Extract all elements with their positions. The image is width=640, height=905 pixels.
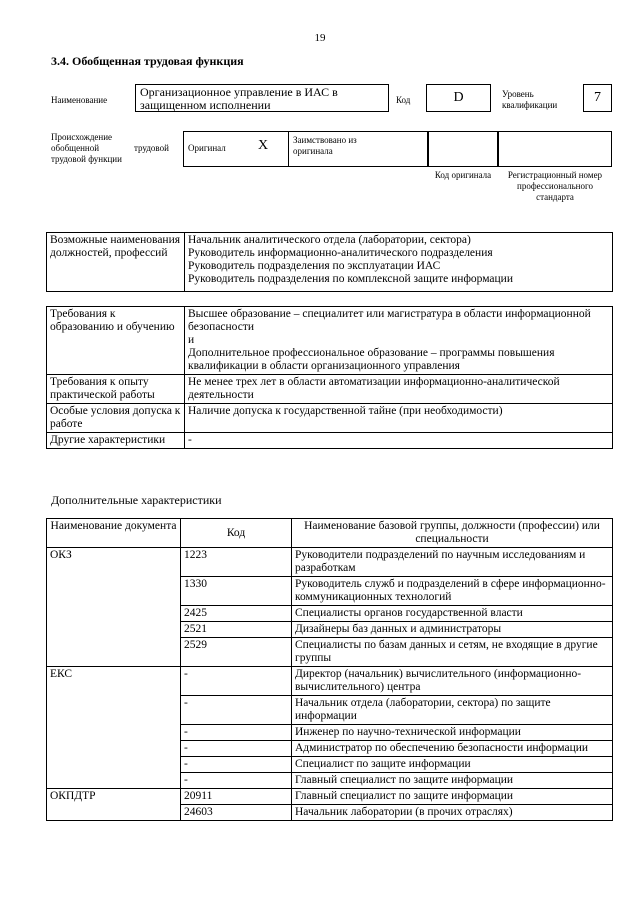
code-cell: - [181, 757, 292, 773]
code-cell: 2425 [181, 606, 292, 622]
occupation-name-cell: Начальник отдела (лаборатории, сектора) по защите информации [292, 696, 613, 725]
origin-label-trudovoy: трудовой [134, 143, 169, 153]
requirement-line: Высшее образование – специалитет или магистратура в области информационной безопасности [188, 308, 591, 333]
reg-number-box [498, 131, 612, 167]
requirement-line: и [188, 334, 195, 346]
code-cell: 2529 [181, 638, 292, 667]
requirement-row [47, 375, 613, 404]
code-cell: 1330 [181, 577, 292, 606]
requirement-row [47, 404, 613, 433]
occupation-name-cell: Специалист по защите информации [292, 757, 613, 773]
name-label: Наименование [51, 95, 108, 105]
requirement-line: Наличие допуска к государственной тайне (при необходимости) [188, 405, 503, 417]
position-line: Руководитель информационно-аналитического подразделения [188, 247, 493, 259]
requirements-table [46, 306, 613, 449]
document-name: ЕКС [47, 667, 181, 789]
original-mark: X [258, 138, 269, 153]
requirement-value [185, 307, 613, 375]
code-cell: - [181, 667, 292, 696]
table-row [47, 667, 613, 696]
position-line: Начальник аналитического отдела (лаборатории, сектора) [188, 234, 471, 246]
code-cell: - [181, 773, 292, 789]
code-cell: 20911 [181, 789, 292, 805]
requirement-line: - [188, 434, 192, 446]
occupation-name-cell: Специалисты органов государственной власти [292, 606, 613, 622]
code-cell: 2521 [181, 622, 292, 638]
requirement-label: Особые условия допуска к работе [47, 404, 185, 433]
code-cell: - [181, 741, 292, 757]
requirement-label: Требования к образованию и обучению [47, 307, 185, 375]
table-row [47, 548, 613, 577]
header-code: Код [181, 519, 292, 548]
position-line: Руководитель подразделения по комплексной защите информации [188, 273, 513, 285]
occupation-name-cell: Руководитель служб и подразделений в сфере информационно-коммуникационных технологий [292, 577, 613, 606]
occupation-name-cell: Начальник лаборатории (в прочих отраслях) [292, 805, 613, 821]
code-original-box [428, 131, 498, 167]
code-value: D [426, 84, 491, 112]
occupation-name-cell: Главный специалист по защите информации [292, 773, 613, 789]
occupation-name-cell: Специалисты по базам данных и сетям, не входящие в другие группы [292, 638, 613, 667]
additional-table [46, 518, 613, 821]
requirement-line: Не менее трех лет в области автоматизации информационно-аналитической деятельности [188, 376, 560, 401]
borrowed-label: Заимствовано из оригинала [293, 135, 357, 156]
requirement-row [47, 433, 613, 449]
document-name: ОКЗ [47, 548, 181, 667]
requirement-value [185, 433, 613, 449]
occupation-name-cell: Главный специалист по защите информации [292, 789, 613, 805]
document-name: ОКПДТР [47, 789, 181, 821]
original-label: Оригинал [188, 143, 226, 153]
occupation-name-cell: Руководители подразделений по научным исследованиям и разработкам [292, 548, 613, 577]
page-number: 19 [314, 32, 326, 44]
occupation-name-cell: Директор (начальник) вычислительного (информационно-вычислительного) центра [292, 667, 613, 696]
occupation-name-cell: Администратор по обеспечению безопасности информации [292, 741, 613, 757]
level-value: 7 [583, 84, 612, 112]
code-cell: 24603 [181, 805, 292, 821]
section-title: 3.4. Обобщенная трудовая функция [51, 54, 244, 68]
table-row [47, 789, 613, 805]
level-label: Уровень квалификации [502, 89, 558, 110]
header-name: Наименование базовой группы, должности (профессии) или специальности [292, 519, 613, 548]
occupation-name-cell: Дизайнеры баз данных и администраторы [292, 622, 613, 638]
code-cell: 1223 [181, 548, 292, 577]
code-cell: - [181, 725, 292, 741]
code-original-caption: Код оригинала [434, 170, 492, 180]
positions-label: Возможные наименования должностей, профессий [47, 233, 185, 292]
requirement-row [47, 307, 613, 375]
requirement-line: Дополнительное профессиональное образование – программы повышения квалификации в области организационного управления [188, 347, 555, 372]
positions-table [46, 232, 613, 292]
origin-divider [288, 131, 289, 167]
code-cell: - [181, 696, 292, 725]
requirement-value [185, 404, 613, 433]
header-row [47, 519, 613, 548]
requirement-value [185, 375, 613, 404]
occupation-name-cell: Инженер по научно-технической информации [292, 725, 613, 741]
positions-values [185, 233, 613, 292]
origin-label: Происхождение обобщенной трудовой функции [51, 132, 122, 164]
positions-row [47, 233, 613, 292]
requirement-label: Другие характеристики [47, 433, 185, 449]
additional-title: Дополнительные характеристики [51, 493, 222, 507]
requirement-label: Требования к опыту практической работы [47, 375, 185, 404]
code-label: Код [396, 95, 411, 105]
function-name-value: Организационное управление в ИАС в защищенном исполнении [135, 84, 389, 112]
header-document: Наименование документа [47, 519, 181, 548]
position-line: Руководитель подразделения по эксплуатации ИАС [188, 260, 441, 272]
reg-number-caption: Регистрационный номер профессионального стандарта [507, 170, 603, 202]
